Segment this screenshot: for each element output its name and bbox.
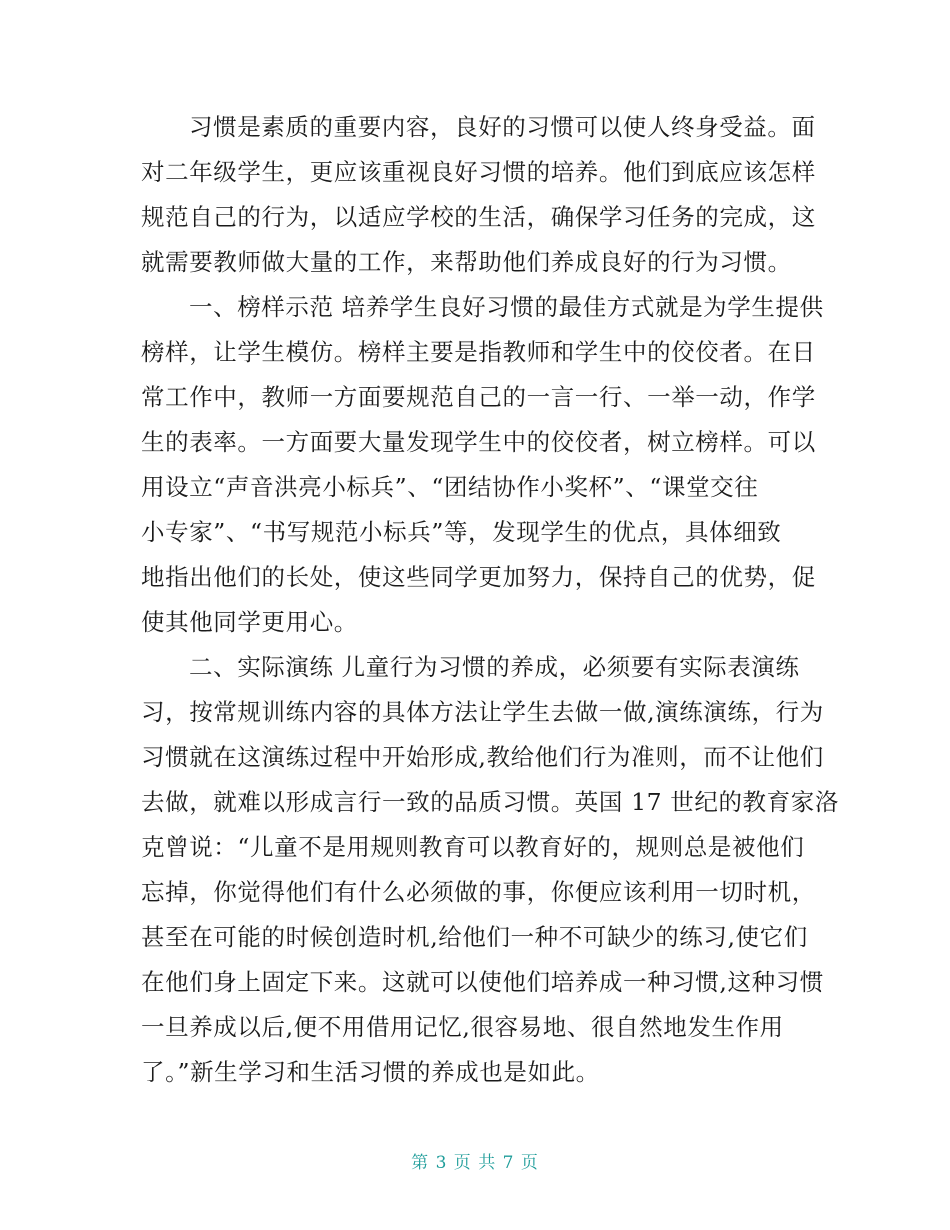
text-line: 习惯是素质的重要内容，良好的习惯可以使人终身受益。面 [189, 113, 816, 141]
text-line: 榜样，让学生模仿。榜样主要是指教师和学生中的佼佼者。在日 [141, 338, 816, 366]
text-line: 二、实际演练 儿童行为习惯的养成，必须要有实际表演练 [189, 653, 800, 681]
text-line: 一、榜样示范 培养学生良好习惯的最佳方式就是为学生提供 [189, 293, 824, 321]
text-line: 就需要教师做大量的工作，来帮助他们养成良好的行为习惯。 [141, 248, 792, 276]
text-line: 习，按常规训练内容的具体方法让学生去做一做,演练演练，行为 [141, 698, 824, 726]
text-line: 忘掉，你觉得他们有什么必须做的事，你便应该利用一切时机， [141, 878, 816, 906]
page-number-footer: 第 3 页 共 7 页 [411, 1153, 539, 1173]
text-line: 甚至在可能的时候创造时机,给他们一种不可缺少的练习,使它们 [141, 923, 808, 951]
text-line: 规范自己的行为，以适应学校的生活，确保学习任务的完成，这 [141, 203, 816, 231]
text-line: 常工作中，教师一方面要规范自己的一言一行、一举一动，作学 [141, 383, 816, 411]
text-line: 一旦养成以后,便不用借用记忆,很容易地、很自然地发生作用 [141, 1013, 784, 1041]
text-line: 了。”新生学习和生活习惯的养成也是如此。 [141, 1058, 600, 1086]
text-line: 去做，就难以形成言行一致的品质习惯。英国 17 世纪的教育家洛 [141, 788, 839, 816]
text-line: 习惯就在这演练过程中开始形成,教给他们行为准则，而不让他们 [141, 743, 824, 771]
text-line: 克曾说：“儿童不是用规则教育可以教育好的，规则总是被他们 [141, 833, 805, 861]
text-line: 用设立“声音洪亮小标兵”、“团结协作小奖杯”、“课堂交往 [141, 473, 759, 501]
text-line: 生的表率。一方面要大量发现学生中的佼佼者，树立榜样。可以 [141, 428, 816, 456]
text-line: 地指出他们的长处，使这些同学更加努力，保持自己的优势，促 [141, 563, 816, 591]
text-line: 在他们身上固定下来。这就可以使他们培养成一种习惯,这种习惯 [141, 968, 824, 996]
text-line: 对二年级学生，更应该重视良好习惯的培养。他们到底应该怎样 [141, 158, 816, 186]
text-line: 小专家”、“书写规范小标兵”等，发现学生的优点，具体细致 [141, 518, 782, 546]
text-line: 使其他同学更用心。 [141, 608, 358, 636]
